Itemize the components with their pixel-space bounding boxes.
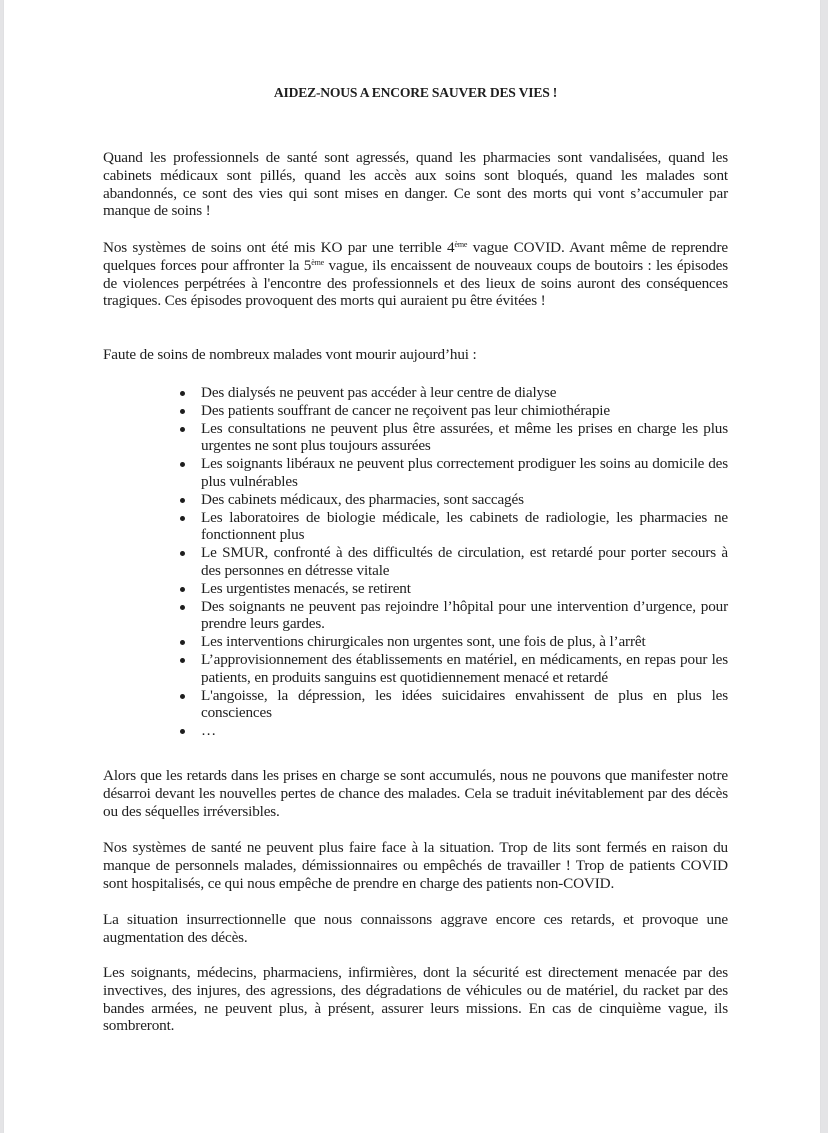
bullet-icon	[180, 498, 185, 503]
list-item	[103, 722, 728, 740]
list-item-text: Les interventions chirurgicales non urgentes sont, une fois de plus, à l’arrêt	[201, 633, 646, 651]
bullet-icon	[180, 551, 185, 556]
list-item	[103, 384, 728, 402]
list-item	[103, 509, 728, 545]
paragraph-caregivers: Les soignants, médecins, pharmaciens, infirmières, dont la sécurité est directement menacée par des invectives, des injures, des agressions, des dégradations de véhicules ou de matériel, du racket par des bandes armées, ne peuvent plus, à présent, assurer leurs missions. En cas de cinquième vague, ils sombreront.	[103, 964, 728, 1035]
document-title: AIDEZ-NOUS A ENCORE SAUVER DES VIES !	[273, 85, 558, 100]
list-item-text: …	[201, 722, 217, 740]
list-item-text: L'angoisse, la dépression, les idées suicidaires envahissent de plus en plus les consciences	[201, 686, 728, 722]
list-item-text: Des cabinets médicaux, des pharmacies, sont saccagés	[201, 490, 524, 508]
bullet-icon	[180, 694, 185, 699]
list-item	[103, 633, 728, 651]
list-item	[103, 491, 728, 509]
paragraph-text: vague COVID. Avant même de reprendre quelques forces pour affronter la 5	[103, 239, 728, 274]
paragraph-list-intro: Faute de soins de nombreux malades vont mourir aujourd’hui :	[103, 346, 477, 363]
bullet-icon	[180, 427, 185, 432]
list-item	[103, 544, 728, 580]
paragraph-intro: Quand les professionnels de santé sont agressés, quand les pharmacies sont vandalisées, quand les cabinets médicaux sont pillés, quand les accès aux soins sont bloqués, quand les malades sont abandonnés, ce sont des vies qui sont mises en danger. Ce sont des morts qui vont s’accumuler par manque de soins !	[103, 149, 728, 220]
list-item-text: Des patients souffrant de cancer ne reçoivent pas leur chimiothérapie	[201, 401, 610, 419]
list-item	[103, 402, 728, 420]
bullet-icon	[180, 729, 185, 734]
paragraph-covid-waves	[103, 239, 728, 310]
list-item-text: Les soignants libéraux ne peuvent plus correctement prodiguer les soins au domicile des plus vulnérables	[201, 455, 728, 490]
paragraph-text: Nos systèmes de soins ont été mis KO par une terrible 4	[103, 239, 455, 256]
list-item-text: L’approvisionnement des établissements en matériel, en médicaments, en repas pour les patients, en produits sanguins est quotidiennement menacé et retardé	[201, 650, 728, 686]
list-item-text: Les consultations ne peuvent plus être assurées, et même les prises en charge les plus urgentes ne sont plus toujours assurées	[201, 419, 728, 455]
superscript-ordinal: ème	[311, 257, 325, 267]
document-page	[4, 0, 820, 1133]
bullet-icon	[180, 640, 185, 645]
bullet-icon	[180, 658, 185, 663]
bullet-icon	[180, 462, 185, 467]
list-item-text: Les urgentistes menacés, se retirent	[201, 579, 411, 597]
list-item	[103, 455, 728, 491]
bullet-list	[103, 384, 728, 740]
bullet-icon	[180, 605, 185, 610]
bullet-icon	[180, 391, 185, 396]
bullet-icon	[180, 516, 185, 521]
bullet-icon	[180, 409, 185, 414]
list-item	[103, 580, 728, 598]
list-item-text: Des dialysés ne peuvent pas accéder à leur centre de dialyse	[201, 384, 557, 401]
list-item-text: Les laboratoires de biologie médicale, les cabinets de radiologie, les pharmacies ne fonctionnent plus	[201, 508, 728, 544]
list-item-text: Des soignants ne peuvent pas rejoindre l’hôpital pour une intervention d’urgence, pour prendre leurs gardes.	[201, 597, 728, 633]
superscript-ordinal: ème	[454, 240, 468, 249]
list-item	[103, 420, 728, 456]
paragraph-insurrection: La situation insurrectionnelle que nous connaissons aggrave encore ces retards, et provoque une augmentation des décès.	[103, 911, 728, 946]
bullet-icon	[180, 587, 185, 592]
paragraph-delays: Alors que les retards dans les prises en charge se sont accumulés, nous ne pouvons que manifester notre désarroi devant les nouvelles pertes de chance des malades. Cela se traduit inévitablement par des décès ou des séquelles irréversibles.	[103, 767, 728, 820]
paragraph-text: vague, ils encaissent de nouveaux coups de boutoirs : les épisodes de violences perpétrées à l'encontre des professionnels et des lieux de soins auront des conséquences tragiques. Ces épisodes provoquent des morts qui auraient pu être évitées !	[103, 256, 728, 310]
list-item	[103, 598, 728, 634]
list-item	[103, 687, 728, 723]
list-item	[103, 651, 728, 687]
list-item-text: Le SMUR, confronté à des difficultés de circulation, est retardé pour porter secours à des personnes en détresse vitale	[201, 544, 728, 579]
paragraph-health-systems: Nos systèmes de santé ne peuvent plus faire face à la situation. Trop de lits sont fermés en raison du manque de personnels malades, démissionnaires ou empêchés de travailler ! Trop de patients COVID sont hospitalisés, ce qui nous empêche de prendre en charge des patients non-COVID.	[103, 839, 728, 892]
